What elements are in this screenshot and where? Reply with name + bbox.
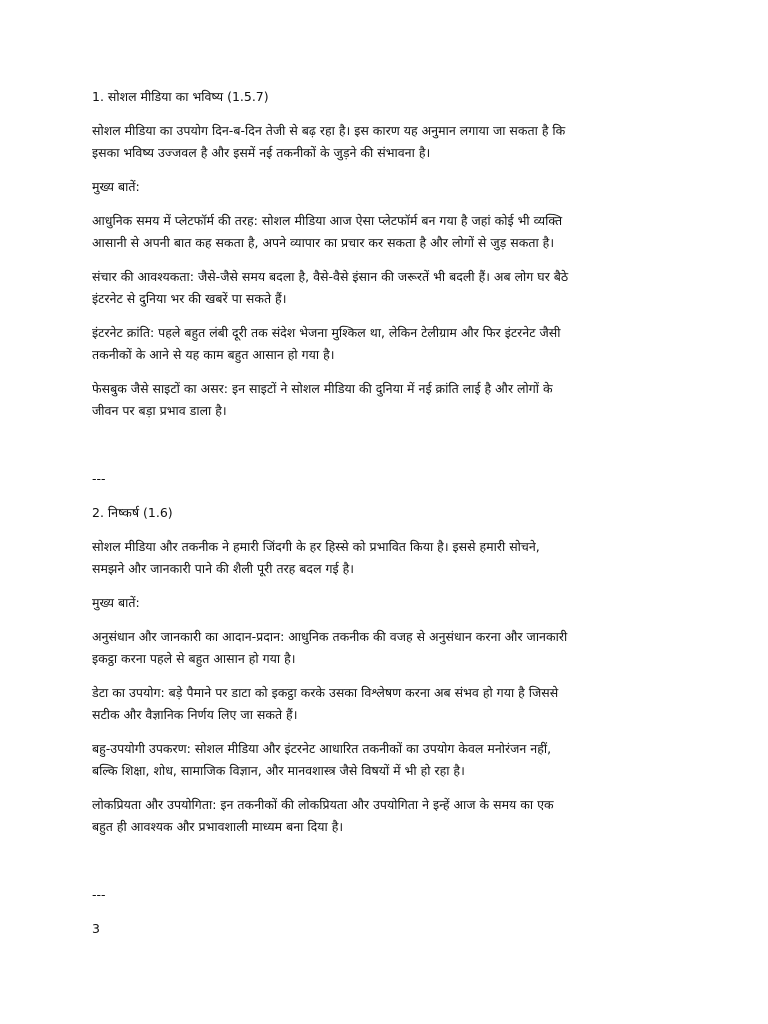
key-point: [92, 626, 680, 670]
key-points-label: मुख्य बातें:: [92, 595, 140, 610]
text-line: सोशल मीडिया और तकनीक ने हमारी जिंदगी के हर हिस्से को प्रभावित किया है। इससे हमारी सोचने,: [92, 539, 540, 554]
text-line: सोशल मीडिया का उपयोग दिन-ब-दिन तेजी से बढ़ रहा है। इस कारण यह अनुमान लगाया जा सकता है कि: [92, 123, 566, 138]
key-point: [92, 322, 680, 366]
text-line: इकट्ठा करना पहले से बहुत आसान हो गया है।: [92, 651, 296, 666]
text-line: संचार की आवश्यकता: जैसे-जैसे समय बदला है, वैसे-वैसे इंसान की जरूरतें भी बदली हैं। अब लोग घर बैठे: [92, 269, 569, 284]
text-line: समझने और जानकारी पाने की शैली पूरी तरह बदल गई है।: [92, 561, 355, 576]
text-line: जीवन पर बड़ा प्रभाव डाला है।: [92, 403, 227, 418]
section-heading: 2. निष्कर्ष (1.6): [92, 505, 173, 520]
key-point: [92, 378, 680, 422]
key-point: [92, 266, 680, 310]
key-point: [92, 794, 680, 838]
text-line: फेसबुक जैसे साइटों का असर: इन साइटों ने सोशल मीडिया की दुनिया में नई क्रांति लाई है और लोगों के: [92, 381, 553, 396]
text-line: इंटरनेट से दुनिया भर की खबरें पा सकते हैं।: [92, 291, 287, 306]
key-point: [92, 738, 680, 782]
text-line: लोकप्रियता और उपयोगिता: इन तकनीकों की लोकप्रियता और उपयोगिता ने इन्हें आज के समय का एक: [92, 797, 554, 812]
text-line: तकनीकों के आने से यह काम बहुत आसान हो गया है।: [92, 347, 335, 362]
section-heading: 1. सोशल मीडिया का भविष्य (1.5.7): [92, 89, 269, 104]
text-line: बहुत ही आवश्यक और प्रभावशाली माध्यम बना दिया है।: [92, 819, 344, 834]
page-number: 3: [92, 921, 100, 936]
text-line: अनुसंधान और जानकारी का आदान-प्रदान: आधुनिक तकनीक की वजह से अनुसंधान करना और जानकारी: [92, 629, 568, 644]
text-line: आधुनिक समय में प्लेटफॉर्म की तरह: सोशल मीडिया आज ऐसा प्लेटफॉर्म बन गया है जहां कोई भी व्यक्ति: [92, 213, 563, 228]
separator: ---: [92, 471, 106, 486]
text-line: डेटा का उपयोग: बड़े पैमाने पर डाटा को इकट्ठा करके उसका विश्लेषण करना अब संभव हो गया है जिससे: [92, 685, 559, 700]
text-line: सटीक और वैज्ञानिक निर्णय लिए जा सकते हैं।: [92, 707, 298, 722]
text-line: इसका भविष्य उज्जवल है और इसमें नई तकनीकों के जुड़ने की संभावना है।: [92, 145, 431, 160]
key-points-label: मुख्य बातें:: [92, 179, 140, 194]
separator: ---: [92, 887, 106, 902]
text-line: बल्कि शिक्षा, शोध, सामाजिक विज्ञान, और मानवशास्त्र जैसे विषयों में भी हो रहा है।: [92, 763, 465, 778]
key-point: [92, 682, 680, 726]
text-line: बहु-उपयोगी उपकरण: सोशल मीडिया और इंटरनेट आधारित तकनीकों का उपयोग केवल मनोरंजन नहीं,: [92, 741, 552, 756]
text-line: आसानी से अपनी बात कह सकता है, अपने व्यापार का प्रचार कर सकता है और लोगों से जुड़ सकता है।: [92, 235, 555, 250]
text-line: इंटरनेट क्रांति: पहले बहुत लंबी दूरी तक संदेश भेजना मुश्किल था, लेकिन टेलीग्राम और फिर इंटरनेट जैसी: [92, 325, 561, 340]
document-page: [92, 86, 680, 940]
section-intro: [92, 120, 680, 164]
section-intro: [92, 536, 680, 580]
key-point: [92, 210, 680, 254]
